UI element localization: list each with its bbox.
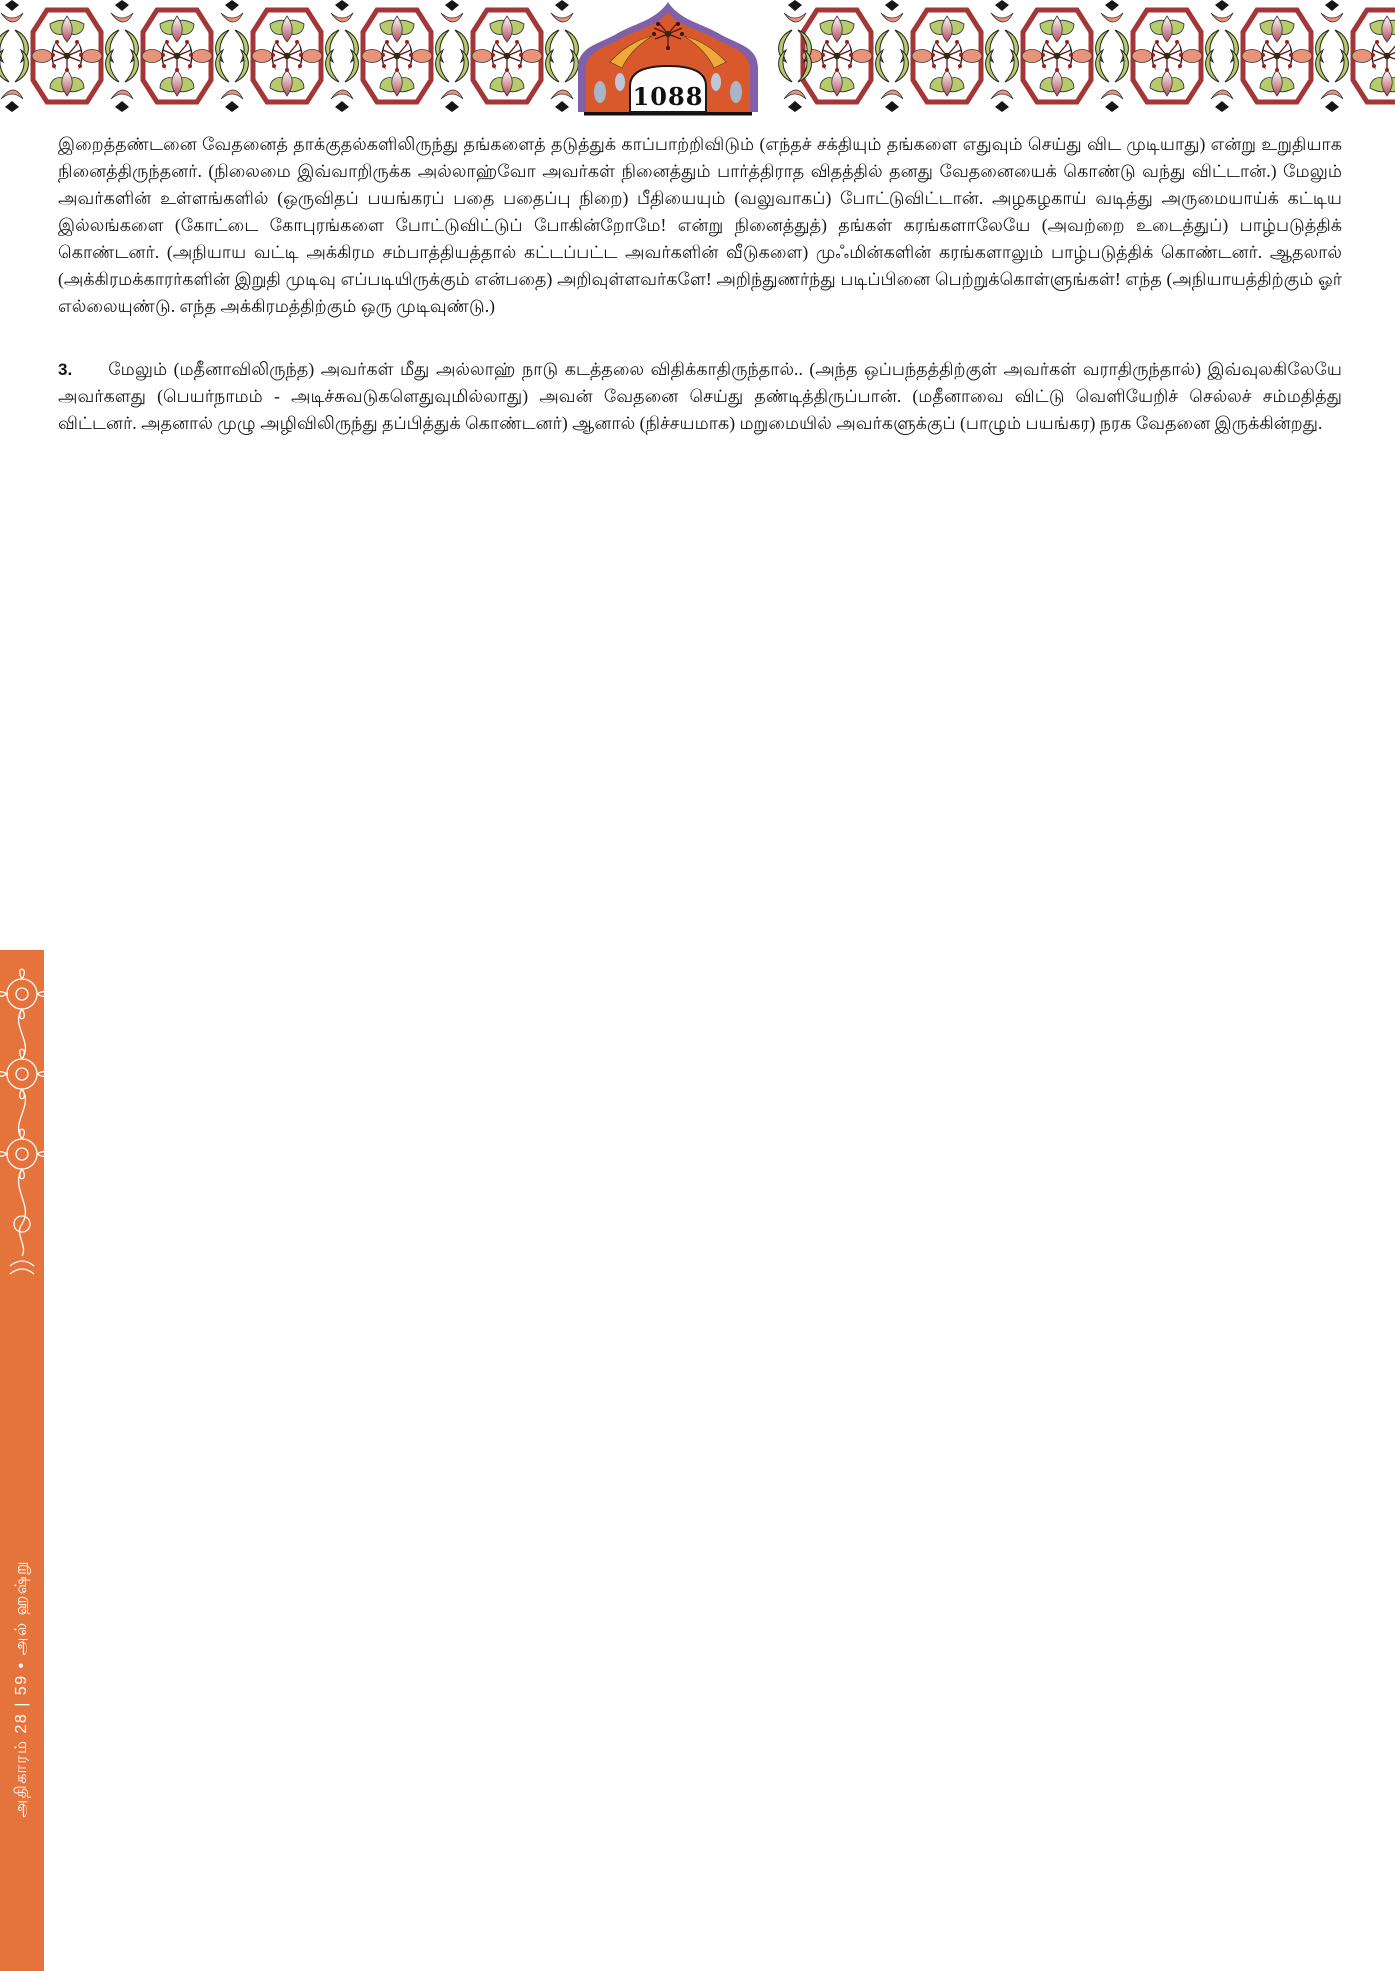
floral-ornament-icon: [0, 956, 44, 1286]
paragraph-commentary: இறைத்தண்டனை வேதனைத் தாக்குதல்களிலிருந்து தங்களைத் தடுத்துக் காப்பாற்றிவிடும் (எந்தச் சக்தியும் தங்களை எதுவும் செய்து விட முடியாது) என்று உறுதியாக நினைத்திருந்தனர். (நிலைமை இவ்வாறிருக்க அல்லாஹ்வோ அவர்கள் நினைத்தும் பார்த்திராத விதத்தில் தனது வேதனையைக் கொண்டு வந்து விட்டான்.) மேலும் அவர்களின் உள்ளங்களில் (ஒருவிதப் பயங்கரப் பதை பதைப்பு நிறை) பீதியையும் (வலுவாகப்) போட்டுவிட்டான். அழகழகாய் வடித்து அருமையாய்க் கட்டிய இல்லங்களை (கோட்டை கோபுரங்களை போட்டுவிட்டுப் போகின்றோமே! என்று நினைத்துத்) தங்கள் கரங்களாலேயே (அவற்றை உடைத்துப்) பாழ்படுத்திக் கொண்டனர். (அநியாய வட்டி அக்கிரம சம்பாத்தியத்தால் கட்டப்பட்ட அவர்களின் வீடுகளை) முஃமின்களின் கரங்களாலும் பாழ்படுத்திக் கொண்டனர். ஆதலால் (அக்கிரமக்காரர்களின் இறுதி முடிவு எப்படியிருக்கும் என்பதை) அறிவுள்ளவர்களே! அறிந்துணர்ந்து படிப்பினை பெற்றுக்கொள்ளுங்கள்! எந்த (அநியாயத்திற்கும் ஓர் எல்லையுண்டு. எந்த அக்கிரமத்திற்கும் ஒரு முடிவுண்டு.): [58, 134, 1342, 316]
verse-number: 3.: [58, 360, 73, 379]
chapter-title-box: [0, 1448, 44, 1930]
paragraph-verse-3: [58, 356, 1342, 437]
ornamental-border: [0, 0, 1395, 120]
chapter-title: அதிகாரம் 28 | 59 • அல் ஹஷ்று: [13, 1560, 30, 1818]
content: [58, 131, 1342, 437]
verse-text: மேலும் (மதீனாவிலிருந்த) அவர்கள் மீது அல்லாஹ் நாடு கடத்தலை விதிக்காதிருந்தால்.. (அந்த ஒப்பந்தத்திற்குள் அவர்கள் வராதிருந்தால்) இவ்வுலகிலேயே அவர்களது (பெயர்நாமம் - அடிச்சுவடுகளெதுவுமில்லாது) அவன் வேதனை செய்து தண்டித்திருப்பான். (மதீனாவை விட்டு வெளியேறிச் செல்லச் சம்மதித்து விட்டனர். அதனால் முழு அழிவிலிருந்து தப்பித்துக் கொண்டனர்) ஆனால் (நிச்சயமாக) மறுமையில் அவர்களுக்குப் (பாழும் பயங்கர) நரக வேதனை இருக்கின்றது.: [58, 359, 1342, 433]
chapter-sidebar: [0, 950, 44, 1971]
page-number: 1088: [632, 82, 704, 111]
